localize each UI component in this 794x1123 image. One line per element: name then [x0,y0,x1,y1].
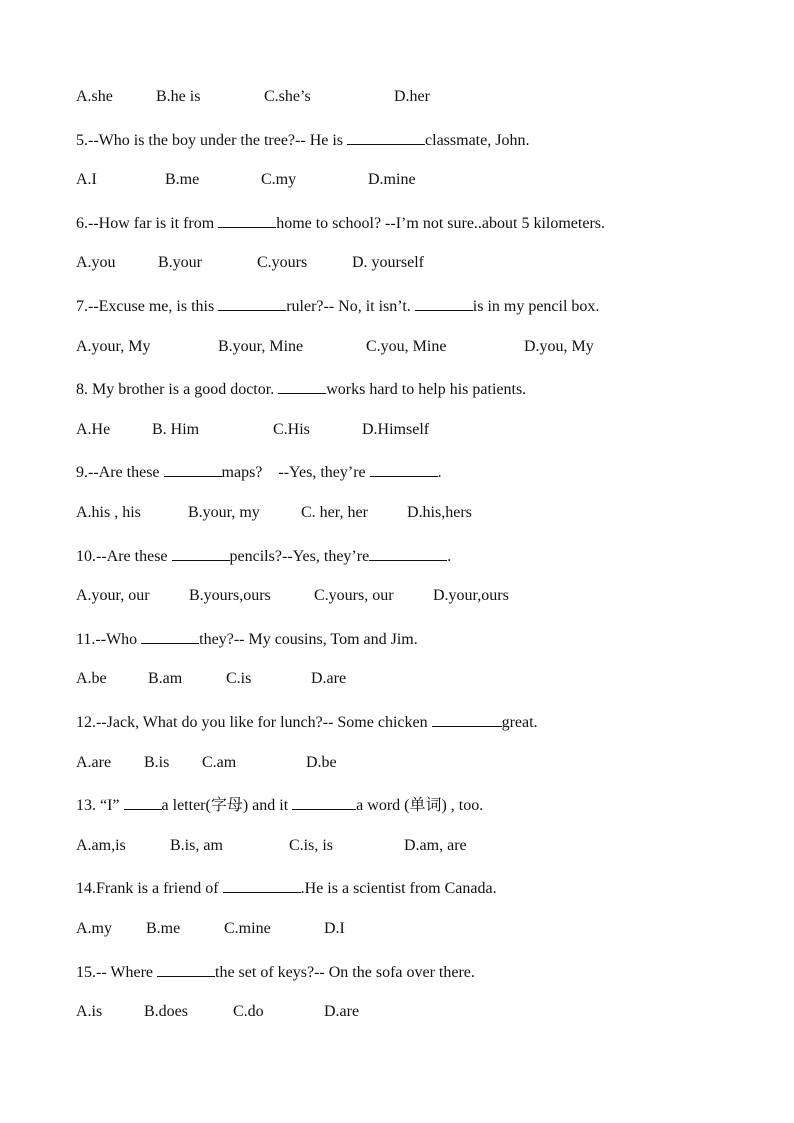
options-row [76,337,594,357]
option-d: D.you, My [524,338,594,355]
option-d: D.are [324,1003,360,1020]
question-14: 14.Frank is a friend of .He is a scientist from Canada. [76,877,497,897]
options-row [76,253,424,273]
question-11: 11.--Who they?-- My cousins, Tom and Jim. [76,628,418,648]
options-row [76,420,430,440]
answer-blank[interactable] [218,212,276,228]
option-b: B.does [144,1003,188,1020]
option-c: C.you, Mine [366,338,447,355]
option-d: D.be [306,754,337,771]
option-a: A.my [76,920,112,937]
answer-blank[interactable] [370,461,438,477]
option-b: B.me [146,920,181,937]
options-row [76,503,472,523]
question-13: 13. “I” a letter(字母) and it a word (单词) , too. [76,794,483,814]
option-a: A.He [76,421,111,438]
answer-blank[interactable] [223,877,301,893]
options-row [76,1002,360,1022]
option-b: B. Him [152,421,200,438]
options-row [76,170,416,190]
option-c: C.mine [224,920,271,937]
answer-blank[interactable] [347,129,425,145]
answer-blank[interactable] [369,545,447,561]
option-b: B.he is [156,88,201,105]
option-d: D. yourself [352,254,424,271]
answer-blank[interactable] [415,295,473,311]
answer-blank[interactable] [141,628,199,644]
options-row [76,836,467,856]
option-b: B.your [158,254,202,271]
option-b: B.is [144,754,170,771]
options-row [76,87,430,107]
option-a: A.be [76,670,107,687]
options-row [76,586,509,606]
option-a: A.am,is [76,837,126,854]
option-d: D.mine [368,171,416,188]
option-d: D.am, are [404,837,467,854]
option-a: A.your, our [76,587,150,604]
question-15: 15.-- Where the set of keys?-- On the sofa over there. [76,961,475,981]
question-7: 7.--Excuse me, is this ruler?-- No, it isn’t. is in my pencil box. [76,295,599,315]
options-row [76,919,345,939]
question-5: 5.--Who is the boy under the tree?-- He is classmate, John. [76,129,529,149]
answer-blank[interactable] [172,545,230,561]
answer-blank[interactable] [124,794,162,810]
options-row [76,753,337,773]
question-9: 9.--Are these maps? --Yes, they’re . [76,461,442,481]
option-d: D.Himself [362,421,430,438]
option-d: D.your,ours [433,587,509,604]
option-b: B.me [165,171,200,188]
question-12: 12.--Jack, What do you like for lunch?-- Some chicken great. [76,711,538,731]
answer-blank[interactable] [292,794,356,810]
option-b: B.your, my [188,504,260,521]
option-c: C. her, her [301,504,368,521]
option-c: C.yours, our [314,587,394,604]
option-c: C.am [202,754,237,771]
question-8: 8. My brother is a good doctor. works hard to help his patients. [76,378,526,398]
question-6: 6.--How far is it from home to school? --I’m not sure..about 5 kilometers. [76,212,605,232]
option-c: C.do [233,1003,264,1020]
options-row [76,669,347,689]
option-c: C.is, is [289,837,334,854]
option-a: A.are [76,754,112,771]
option-a: A.she [76,88,113,105]
option-a: A.your, My [76,338,151,355]
answer-blank[interactable] [164,461,222,477]
option-a: A.his , his [76,504,141,521]
option-c: C.she’s [264,88,311,105]
option-c: C.is [226,670,252,687]
option-b: B.yours,ours [189,587,271,604]
option-b: B.is, am [170,837,223,854]
option-d: D.his,hers [407,504,472,521]
option-a: A.I [76,171,97,188]
option-b: B.am [148,670,183,687]
option-a: A.you [76,254,116,271]
answer-blank[interactable] [218,295,286,311]
option-b: B.your, Mine [218,338,304,355]
answer-blank[interactable] [157,961,215,977]
option-d: D.I [324,920,345,937]
question-10: 10.--Are these pencils?--Yes, they’re . [76,545,451,565]
option-c: C.yours [257,254,308,271]
option-c: C.my [261,171,297,188]
answer-blank[interactable] [278,378,326,394]
answer-blank[interactable] [432,711,502,727]
option-d: D.are [311,670,347,687]
option-c: C.His [273,421,310,438]
option-a: A.is [76,1003,103,1020]
option-d: D.her [394,88,430,105]
